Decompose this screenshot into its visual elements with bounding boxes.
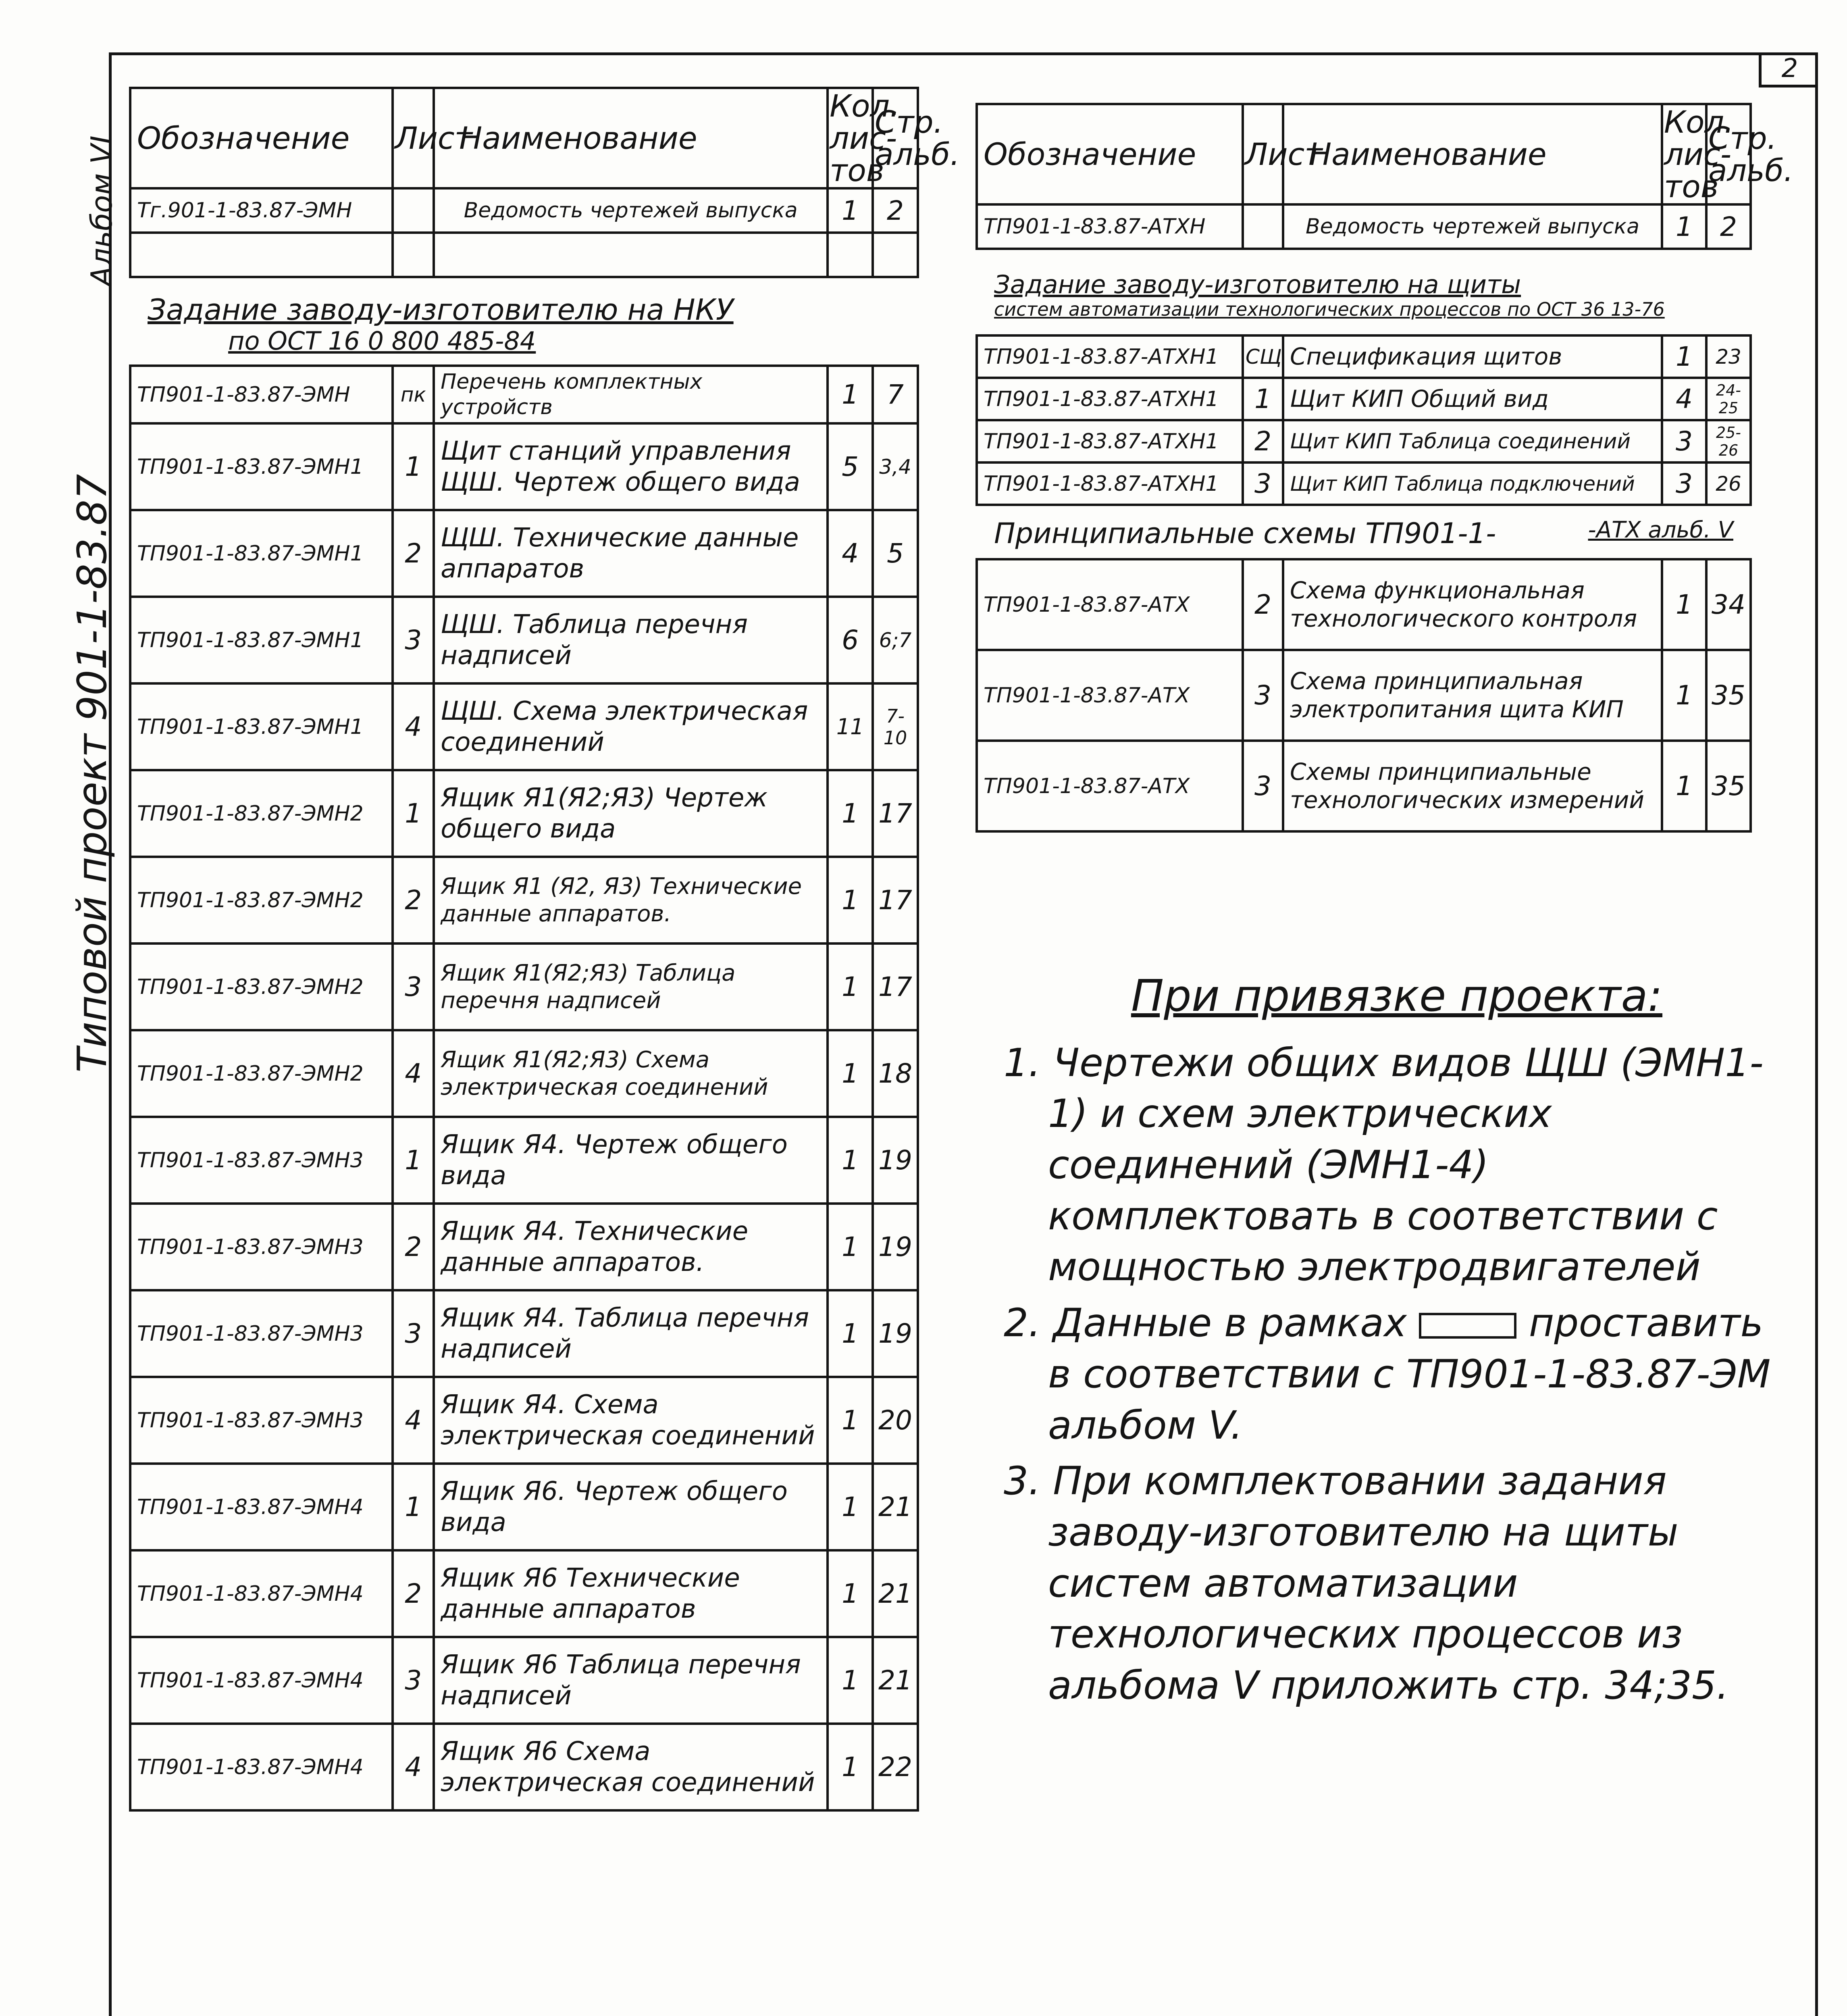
table-row: ТП901-1-83.87-АТХН1 2 Щит КИП Таблица соединений 3 25-26	[977, 420, 1751, 462]
table-row: ТП901-1-83.87-ЭМН3 1 Ящик Я4. Чертеж общего вида 1 19	[130, 1117, 918, 1204]
col-name: Наименование	[434, 88, 828, 188]
table-row: ТП901-1-83.87-ЭМН3 4 Ящик Я4. Схема электрическая соединений 1 20	[130, 1377, 918, 1464]
section-row	[130, 277, 918, 366]
sheet-number: 2	[1781, 54, 1798, 83]
table-row: ТП901-1-83.87-ЭМН2 1 Ящик Я1(Я2;Я3) Чертеж общего вида 1 17	[130, 770, 918, 857]
table-row: ТП901-1-83.87-ЭМН2 3 Ящик Я1(Я2;Я3) Таблица перечня надписей 1 17	[130, 943, 918, 1030]
note-item: 3. При комплектовании задания заводу-изготовителю на щиты систем автоматизации технологических процессов из альбома V приложить стр. 34;35.	[1004, 1458, 1729, 1708]
album-label: Альбом VI	[85, 135, 119, 286]
left-register-table	[129, 87, 960, 1812]
col-page: Стр. альб.	[1706, 104, 1751, 204]
vertical-project-title: Типовой проект 901-1-83.87	[69, 474, 116, 1073]
notes-title: При привязке проекта:	[1131, 971, 1663, 1021]
table-row: ТП901-1-83.87-АТХ 3 Схемы принципиальные технологических измерений 1 35	[977, 741, 1751, 831]
table-row: ТП901-1-83.87-ЭМН4 1 Ящик Я6. Чертеж общего вида 1 21	[130, 1464, 918, 1550]
table-row: ТП901-1-83.87-ЭМН1 4 ЩШ. Схема электрическая соединений 11 7-10	[130, 683, 918, 770]
table-row: ТП901-1-83.87-АТХ 3 Схема принципиальная электропитания щита КИП 1 35	[977, 650, 1751, 741]
table-row: Тг.901-1-83.87-ЭМН Ведомость чертежей выпуска 1 2	[130, 188, 918, 233]
table-row: ТП901-1-83.87-АТХН Ведомость чертежей выпуска 1 2	[977, 204, 1751, 249]
table-row	[130, 233, 918, 277]
col-sheet: Лист	[393, 88, 434, 188]
frame-symbol	[1419, 1313, 1516, 1339]
sheet-number-box	[1759, 52, 1818, 87]
col-sheet: Лист	[1243, 104, 1283, 204]
table-row: ТП901-1-83.87-ЭМН2 4 Ящик Я1(Я2;Я3) Схема электрическая соединений 1 18	[130, 1030, 918, 1117]
note-item: 2. Данные в рамках проставить в соответствии с ТП901-1-83.87-ЭМ альбом V.	[1004, 1300, 1771, 1448]
table-row: ТП901-1-83.87-ЭМН2 2 Ящик Я1 (Я2, Я3) Технические данные аппаратов. 1 17	[130, 857, 918, 943]
section-heading: Задание заводу-изготовителю на НКУ по ОСТ 16 0 800 485-84	[130, 277, 918, 366]
col-designation: Обозначение	[130, 88, 393, 188]
right-register-table	[975, 103, 1793, 833]
table-row: ТП901-1-83.87-ЭМН пк Перечень комплектных устройств 1 7	[130, 366, 918, 423]
col-count: Кол. лис- тов	[828, 88, 873, 188]
table-row: ТП901-1-83.87-АТХН1 3 Щит КИП Таблица подключений 3 26	[977, 462, 1751, 505]
section-row	[977, 249, 1751, 335]
note-item: 1. Чертежи общих видов ЩШ (ЭМН1-1) и схем электрических соединений (ЭМН1-4) комплектовать в соответствии с мощностью электродвигателей	[1004, 1040, 1764, 1290]
col-count: Кол. лис- тов	[1662, 104, 1706, 204]
table-row: ТП901-1-83.87-ЭМН1 1 Щит станций управления ЩШ. Чертеж общего вида 5 3,4	[130, 423, 918, 510]
table-row: ТП901-1-83.87-ЭМН1 2 ЩШ. Технические данные аппаратов 4 5	[130, 510, 918, 597]
table-header	[977, 104, 1751, 204]
table-row: ТП901-1-83.87-ЭМН4 3 Ящик Я6 Таблица перечня надписей 1 21	[130, 1637, 918, 1724]
col-page: Стр. альб.	[873, 88, 918, 188]
col-name: Наименование	[1283, 104, 1662, 204]
table-row: ТП901-1-83.87-ЭМН3 2 Ящик Я4. Технические данные аппаратов. 1 19	[130, 1204, 918, 1290]
table-row: ТП901-1-83.87-ЭМН4 2 Ящик Я6 Технические данные аппаратов 1 21	[130, 1550, 918, 1637]
binding-notes	[1004, 968, 1790, 1716]
section-heading: Принципиальные схемы ТП901-1- -АТХ альб. V	[977, 505, 1751, 559]
table-row: ТП901-1-83.87-АТХ 2 Схема функциональная технологического контроля 1 34	[977, 559, 1751, 650]
table-row: ТП901-1-83.87-АТХН1 1 Щит КИП Общий вид 4 24-25	[977, 378, 1751, 420]
table-row: ТП901-1-83.87-АТХН1 СЩ Спецификация щитов 1 23	[977, 335, 1751, 378]
section-row	[977, 505, 1751, 559]
section-heading: Задание заводу-изготовителю на щиты систем автоматизации технологических процессов по ОСТ 36 13-76	[977, 249, 1751, 335]
table-row: ТП901-1-83.87-ЭМН4 4 Ящик Я6 Схема электрическая соединений 1 22	[130, 1724, 918, 1810]
col-designation: Обозначение	[977, 104, 1243, 204]
table-row: ТП901-1-83.87-ЭМН1 3 ЩШ. Таблица перечня надписей 6 6;7	[130, 597, 918, 683]
table-header	[130, 88, 918, 188]
table-row: ТП901-1-83.87-ЭМН3 3 Ящик Я4. Таблица перечня надписей 1 19	[130, 1290, 918, 1377]
